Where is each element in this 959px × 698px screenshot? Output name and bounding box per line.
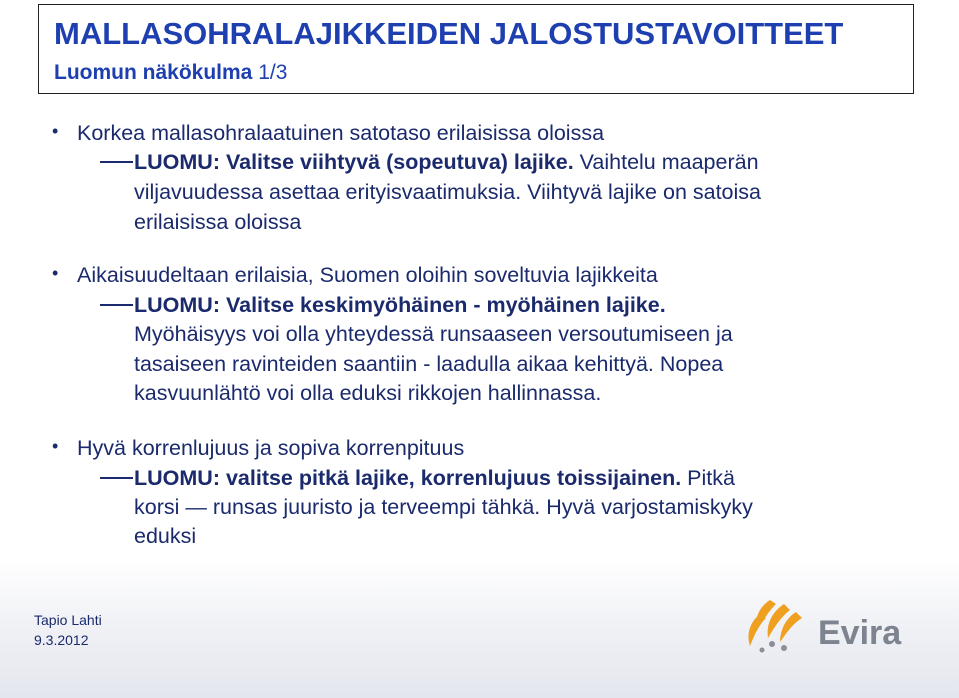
bullet-3-sub-1: LUOMU: valitse pitkä lajike, korrenlujuus toissijainen. Pitkä [134,466,735,490]
bullet-3-text: Hyvä korrenlujuus ja sopiva korrenpituus [77,436,465,460]
evira-logo [740,592,920,662]
bullet-2-sub-1: LUOMU: Valitse keskimyöhäinen - myöhäinen lajike. [134,293,666,317]
dash-icon [100,304,133,306]
slide-title: MALLASOHRALAJIKKEIDEN JALOSTUSTAVOITTEET [54,16,844,51]
bullet-2-sub-2: Myöhäisyys voi olla yhteydessä runsaaseen versoutumiseen ja [134,322,733,346]
footer-date: 9.3.2012 [34,632,89,648]
bullet-1-sub-1: LUOMU: Valitse viihtyvä (sopeutuva) lajike. Vaihtelu maaperän [134,150,759,174]
bullet-2-text: Aikaisuudeltaan erilaisia, Suomen oloihin soveltuvia lajikkeita [77,263,658,287]
bullet-1-sub-2: viljavuudessa asettaa erityisvaatimuksia. Viihtyvä lajike on satoisa [134,180,761,204]
title-box [38,4,914,94]
bullet-dot: • [52,121,59,141]
subtitle-bold: Luomun näkökulma [54,61,253,84]
dash-icon [100,477,133,479]
bullet-2-sub-4: kasvuunlähtö voi olla eduksi rikkojen hallinnassa. [134,381,602,405]
bullet-1-sub-3: erilaisissa oloissa [134,210,302,234]
bullet-dot: • [52,436,59,456]
bullet-3-sub-2: korsi — runsas juuristo ja terveempi tähkä. Hyvä varjostamiskyky [134,495,753,519]
evira-logo-icon [740,592,920,662]
logo-text: Evira [818,614,902,652]
slide-subtitle [54,61,287,85]
bullet-2-sub-3: tasaiseen ravinteiden saantiin - laadulla aikaa kehittyä. Nopea [134,352,724,376]
footer-author: Tapio Lahti [34,612,102,628]
bullet-1-text: Korkea mallasohralaatuinen satotaso erilaisissa oloissa [77,121,605,145]
bullet-3-sub-3: eduksi [134,524,197,548]
subtitle-page: 1/3 [252,61,288,84]
bullet-dot: • [52,263,59,283]
dash-icon [100,161,133,163]
